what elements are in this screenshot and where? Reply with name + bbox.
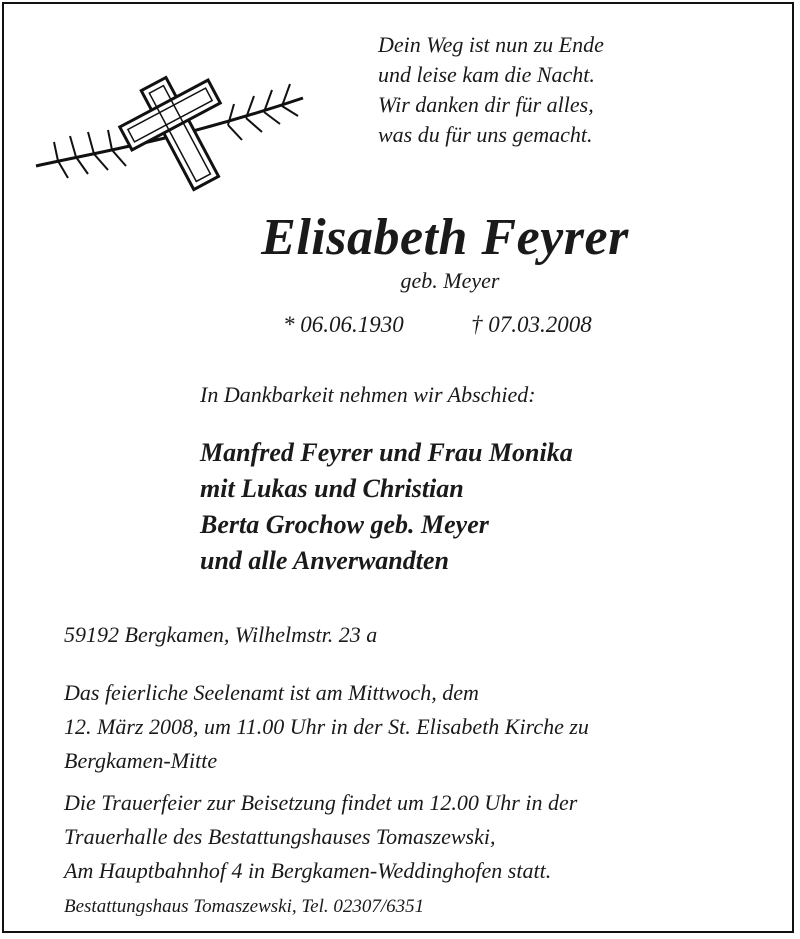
family-address: 59192 Bergkamen, Wilhelmstr. 23 a: [64, 622, 378, 647]
death-date: † 07.03.2008: [471, 312, 592, 337]
poem-line: und leise kam die Nacht.: [378, 62, 595, 87]
deceased-name: Elisabeth Feyrer: [261, 209, 629, 266]
birth-name: geb. Meyer: [400, 268, 500, 293]
mass-line: Das feierliche Seelenamt ist am Mittwoch, dem: [64, 680, 479, 705]
mourner-line: und alle Anverwandten: [200, 546, 449, 575]
funeral-line: Trauerhalle des Bestattungshauses Tomaszewski,: [64, 824, 496, 849]
poem-verse: [378, 30, 778, 150]
mourner-line: mit Lukas und Christian: [200, 474, 464, 503]
mourners-list: [200, 435, 573, 579]
funeral-line: Die Trauerfeier zur Beisetzung findet um 12.00 Uhr in der: [64, 790, 578, 815]
mass-line: 12. März 2008, um 11.00 Uhr in der St. Elisabeth Kirche zu: [64, 714, 589, 739]
birth-date: * 06.06.1930: [283, 312, 404, 337]
mourner-line: Manfred Feyrer und Frau Monika: [200, 438, 573, 467]
poem-line: Dein Weg ist nun zu Ende: [378, 32, 604, 57]
farewell-line: In Dankbarkeit nehmen wir Abschied:: [200, 382, 536, 407]
mourner-line: Berta Grochow geb. Meyer: [200, 510, 489, 539]
requiem-mass-info: [64, 676, 589, 778]
funeral-home-contact: Bestattungshaus Tomaszewski, Tel. 02307/6351: [64, 896, 425, 917]
poem-line: Wir danken dir für alles,: [378, 92, 594, 117]
cross-with-palm-branch-icon: [28, 70, 328, 200]
poem-line: was du für uns gemacht.: [378, 122, 593, 147]
funeral-service-info: [64, 786, 577, 888]
mass-line: Bergkamen-Mitte: [64, 748, 218, 773]
funeral-line: Am Hauptbahnhof 4 in Bergkamen-Weddinghofen statt.: [64, 858, 552, 883]
